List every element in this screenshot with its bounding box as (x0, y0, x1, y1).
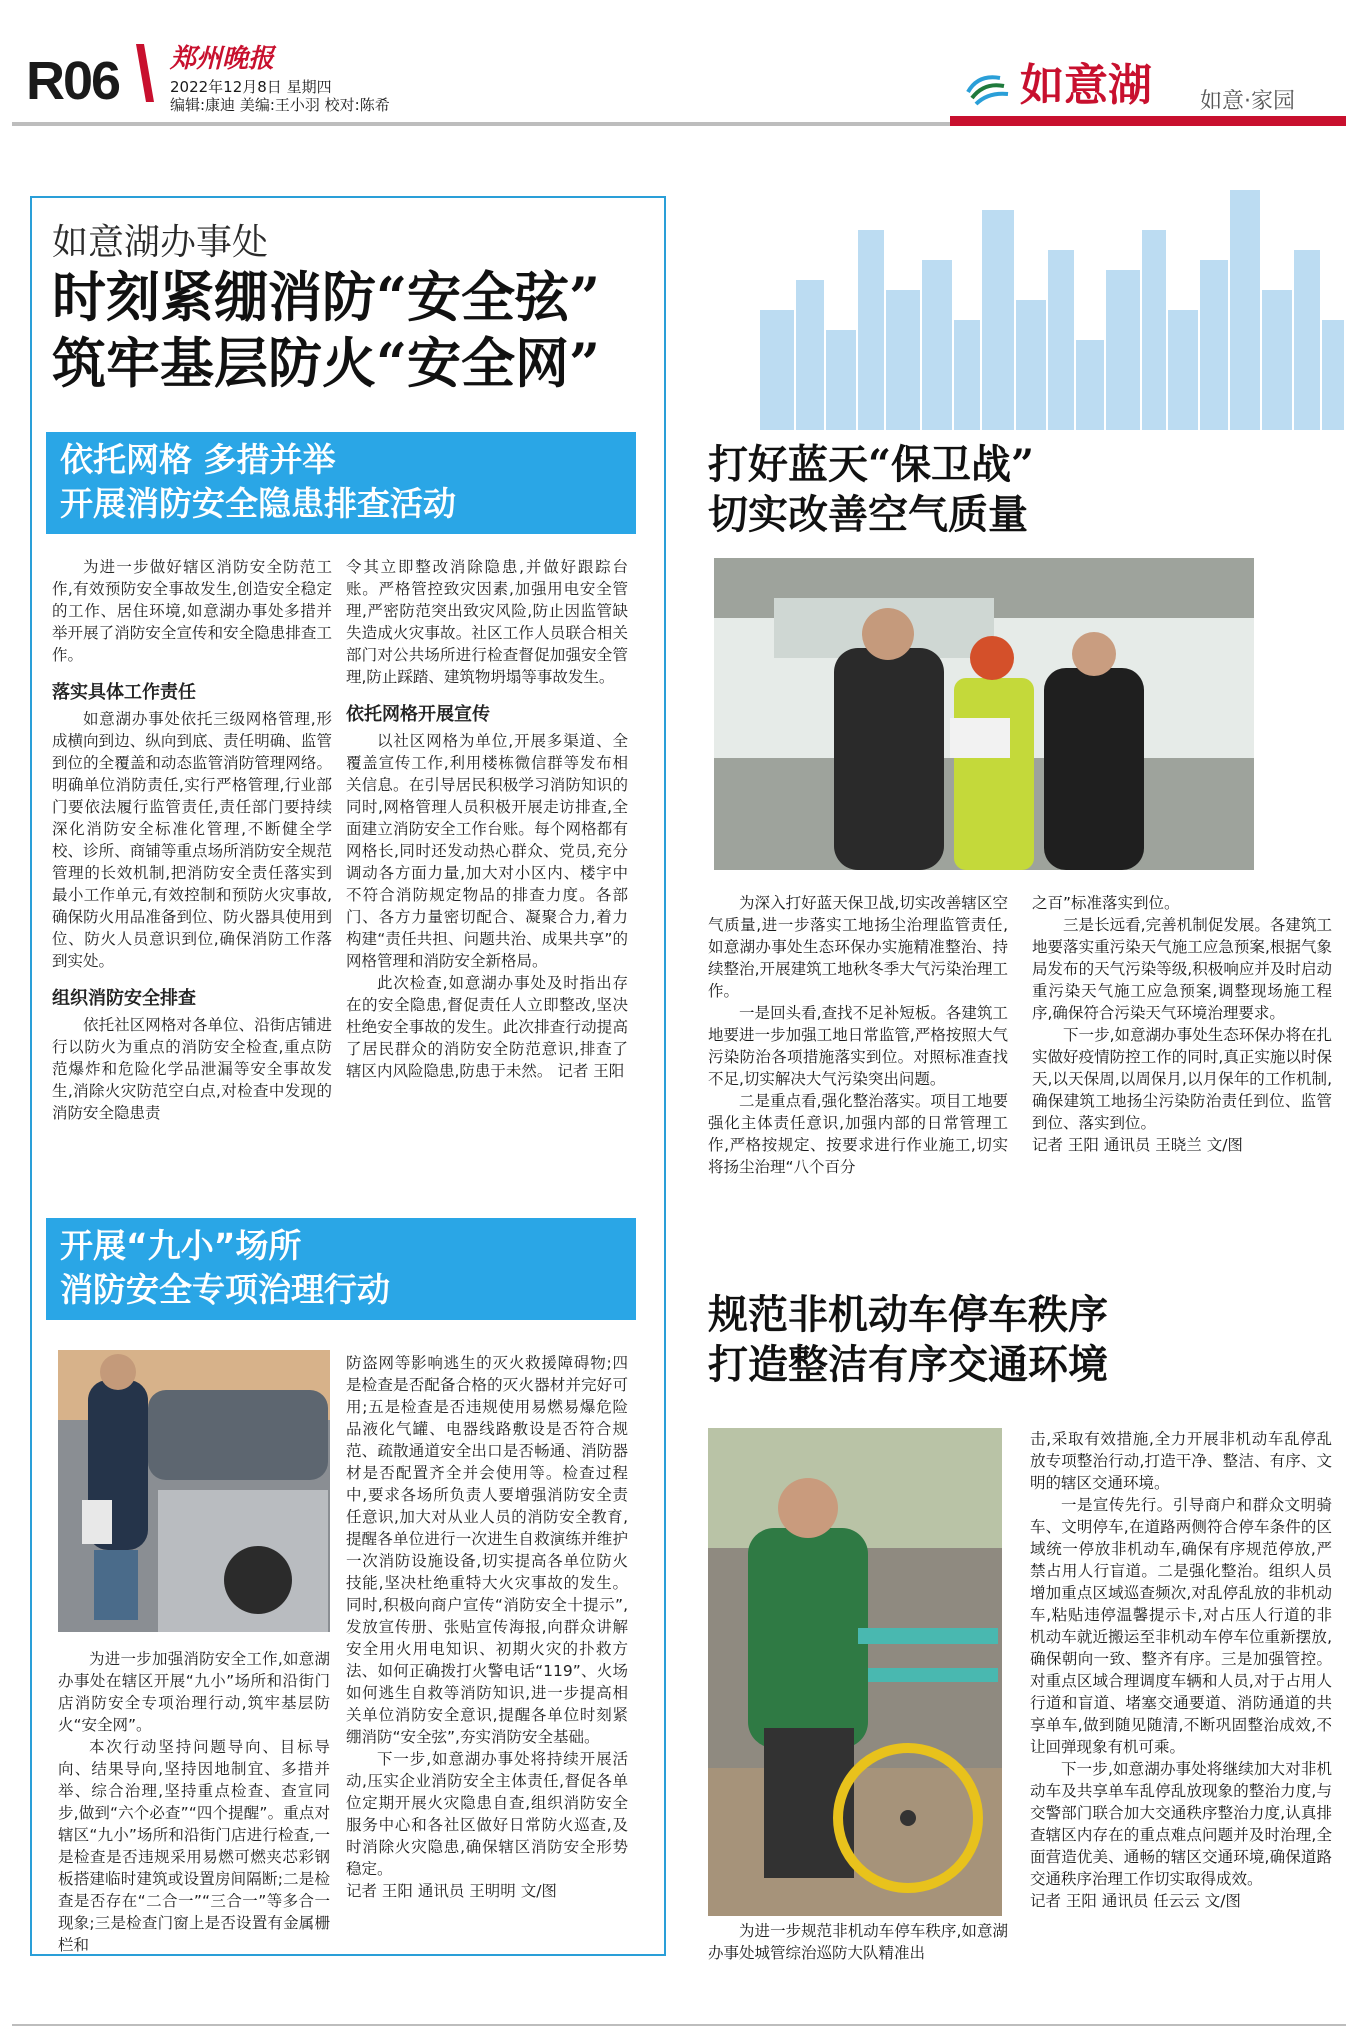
footer-divider (12, 2024, 1346, 2026)
article1-para-3: 以社区网格为单位,开展多渠道、全覆盖宣传工作,利用楼栋微信群等发布相关信息。在引导居民积极学习消防知识的同时,网格管理人员积极开展走访排查,全面建立消防安全工作台账。每个网格都有网格长,同时还发动热心群众、党员,充分调动各方面力量,加大对小区内、楼宇中不符合消防规定物品的排查力度。各部门、各方力量密切配合、凝聚合力,着力构建“责任共担、问题共治、成果共享”的网格管理和消防安全新格局。 (346, 732, 628, 970)
page-number: R06 (26, 51, 120, 111)
article3-byline: 记者 王阳 通讯员 王晓兰 文/图 (1032, 1136, 1243, 1154)
article2-para-2: 本次行动坚持问题导向、目标导向、结果导向,坚持因地制宜、多措并举、综合治理,坚持重点检查、查宣同步,做到“六个必查”“四个提醒”。重点对辖区“九小”场所和沿街门店进行检查,一是检查是否违规采用易燃可燃夹芯彩钢板搭建临时建筑或设置房间隔断;二是检查是否存在“二合一”“三合一”等多合一现象;三是检查门窗上是否设置有金属栅栏和 (58, 1738, 330, 1954)
article4-headline (708, 1290, 1328, 1390)
article3-title-1: 打好蓝天“保卫战” (708, 441, 1035, 488)
article2-para-4: 下一步,如意湖办事处将持续开展活动,压实企业消防安全主体责任,督促各单位定期开展火灾隐患自查,组织消防安全服务中心和各社区做好日常防火巡查,及时消除火灾隐患,确保辖区消防安全形势稳定。 (346, 1750, 628, 1878)
article1-para-2-cont: 令其立即整改消除隐患,并做好跟踪台账。严格管控致灾因素,加强用电安全管理,严密防范突出致灾风险,防止因监管缺失造成火灾事故。社区工作人员联合相关部门对公共场所进行检查督促加强安全管理,防止踩踏、建筑物坍塌等事故发生。 (346, 558, 628, 686)
article4-para-1: 击,采取有效措施,全力开展非机动车乱停乱放专项整治行动,打造干净、整洁、有序、文明的辖区交通环境。 (1030, 1430, 1332, 1492)
article3-title-2: 切实改善空气质量 (708, 491, 1028, 538)
article4-para-2: 一是宣传先行。引导商户和群众文明骑车、文明停车,在道路两侧符合停车条件的区域统一停放非机动车,确保有序规范停放,严禁占用人行盲道。二是强化整治。组织人员增加重点区域巡查频次,对乱停乱放的非机动车,粘贴违停温馨提示卡,对占压人行道的非机动车就近搬运至非机动车停车位重新摆放,确保朝向一致、整齐有序。三是加强管控。对重点区域合理调度车辆和人员,对于占用人行道和盲道、堵塞交通要道、消防通道的共享单车,做到随见随清,不断巩固整治成效,不让回弹现象有机可乘。 (1030, 1496, 1332, 1756)
feature-headline (52, 264, 600, 396)
article1-bar-line-1: 依托网格 多措并举 (60, 440, 336, 479)
article3-col-2 (1032, 892, 1332, 1156)
article4-caption (708, 1920, 1008, 1964)
article4-title-2: 打造整洁有序交通环境 (708, 1341, 1108, 1388)
article3-para-4: 三是长远看,完善机制促发展。各建筑工地要落实重污染天气施工应急预案,根据气象局发布的天气污染等级,积极响应并及时启动重污染天气施工应急预案,调整现场施工程序,确保符合污染天气环境治理要求。 (1032, 916, 1332, 1022)
article1-byline: 记者 王阳 (557, 1062, 625, 1080)
article2-bar-line-2: 消防安全专项治理行动 (60, 1270, 390, 1309)
section-subtitle: 如意·家园 (1200, 89, 1295, 114)
city-skyline-illustration (760, 190, 1344, 430)
article2-bar (46, 1218, 636, 1320)
article3-headline (708, 440, 1328, 540)
article3-col-1 (708, 892, 1008, 1178)
article1-para-4 (346, 972, 628, 1082)
headline-line-1: 时刻紧绷消防“安全弦” (52, 265, 601, 329)
article1-col-1 (52, 556, 332, 1124)
article2-photo (58, 1350, 330, 1632)
section-red-bar (950, 116, 1346, 126)
article3-para-1: 为深入打好蓝天保卫战,切实改善辖区空气质量,进一步落实工地扬尘治理监管责任,如意湖办事处生态环保办实施精准整治、持续整治,开展建筑工地秋冬季大气污染治理工作。 (708, 894, 1008, 1000)
article1-bar-line-2: 开展消防安全隐患排查活动 (60, 484, 456, 523)
article1-subhead-1: 落实具体工作责任 (52, 682, 196, 703)
article4-caption-text: 为进一步规范非机动车停车秩序,如意湖办事处城管综治巡防大队精准出 (708, 1922, 1008, 1962)
section-title: 如意湖 (1020, 60, 1152, 111)
article4-col-2 (1030, 1428, 1332, 1912)
staff-credits: 编辑:康迪 美编:王小羽 校对:陈希 (170, 96, 390, 114)
article1-para-2: 依托社区网格对各单位、沿街店铺进行以防火为重点的消防安全检查,重点防范爆炸和危险化学品泄漏等安全事故发生,消除火灾防范空白点,对检查中发现的消防安全隐患责 (52, 1016, 332, 1122)
feature-kicker: 如意湖办事处 (52, 222, 269, 263)
article2-bar-line-1: 开展“九小”场所 (60, 1226, 302, 1265)
article1-col-2 (346, 556, 628, 1082)
article2-byline: 记者 王阳 通讯员 王明明 文/图 (346, 1882, 557, 1900)
article1-subhead-3: 依托网格开展宣传 (346, 704, 490, 725)
headline-line-2: 筑牢基层防火“安全网” (52, 331, 601, 395)
article4-byline: 记者 王阳 通讯员 任云云 文/图 (1030, 1892, 1241, 1910)
article1-intro: 为进一步做好辖区消防安全防范工作,有效预防安全事故发生,创造安全稳定的工作、居住环境,如意湖办事处多措并举开展了消防安全宣传和安全隐患排查工作。 (52, 558, 332, 664)
article1-bar (46, 432, 636, 534)
article1-para-1: 如意湖办事处依托三级网格管理,形成横向到边、纵向到底、责任明确、监管到位的全覆盖和动态监管消防管理网络。明确单位消防责任,实行严格管理,行业部门要依法履行监管责任,责任部门要持续深化消防安全标准化管理,不断健全学校、诊所、商铺等重点场所消防安全规范管理的长效机制,把消防安全责任落实到最小工作单元,有效控制和预防火灾事故,确保防火用品准备到位、防火器具使用到位、防火人员意识到位,确保消防工作落到实处。 (52, 710, 332, 970)
red-slash-icon (132, 44, 158, 102)
article2-col-2 (346, 1352, 628, 1902)
ruyi-lake-logo-icon (964, 70, 1010, 110)
article2-para-1: 为进一步加强消防安全工作,如意湖办事处在辖区开展“九小”场所和沿街门店消防安全专项治理行动,筑牢基层防火“安全网”。 (58, 1650, 330, 1734)
article1-para-4-text: 此次检查,如意湖办事处及时指出存在的安全隐患,督促责任人立即整改,坚决杜绝安全事故的发生。此次排查行动提高了居民群众的消防安全防范意识,排查了辖区内风险隐患,防患于未然。 (346, 974, 628, 1080)
article4-title-1: 规范非机动车停车秩序 (708, 1291, 1108, 1338)
issue-date: 2022年12月8日 星期四 (170, 78, 332, 96)
article3-para-5: 下一步,如意湖办事处生态环保办将在扎实做好疫情防控工作的同时,真正实施以时保天,以天保周,以周保月,以月保年的工作机制,确保建筑工地扬尘污染防治责任到位、监管到位、落实到位。 (1032, 1026, 1332, 1132)
masthead-logo: 郑州晚报 (170, 44, 275, 74)
article1-subhead-2: 组织消防安全排查 (52, 988, 196, 1009)
article2-col-1 (58, 1648, 330, 1956)
article3-para-3-cont: 之百”标准落实到位。 (1032, 894, 1180, 912)
article3-para-2: 一是回头看,查找不足补短板。各建筑工地要进一步加强工地日常监管,严格按照大气污染防治各项措施落实到位。对照标准查找不足,切实解决大气污染突出问题。 (708, 1004, 1008, 1088)
article4-photo (708, 1428, 1002, 1916)
article3-photo (714, 558, 1254, 870)
article3-para-3: 二是重点看,强化整治落实。项目工地要强化主体责任意识,加强内部的日常管理工作,严格按规定、按要求进行作业施工,切实将扬尘治理“八个百分 (708, 1092, 1008, 1176)
article2-para-3: 防盗网等影响逃生的灭火救援障碍物;四是检查是否配备合格的灭火器材并完好可用;五是检查是否违规使用易燃易爆危险品液化气罐、电器线路敷设是否符合规范、疏散通道安全出口是否畅通、消防器材是否配置齐全并会使用等。检查过程中,要求各场所负责人要增强消防安全责任意识,加大对从业人员的消防安全教育,提醒各单位进行一次进生自救演练并维护一次消防设施设备,切实提高各单位防火技能,坚决杜绝重特大火灾事故的发生。同时,积极向商户宣传“消防安全十提示”,发放宣传册、张贴宣传海报,向群众讲解安全用火用电知识、初期火灾的扑救方法、如何正确拨打火警电话“119”、火场如何逃生自救等消防知识,进一步提高相关单位消防安全意识,提醒各单位时刻紧绷消防“安全弦”,夯实消防安全基础。 (346, 1354, 628, 1746)
article4-para-3: 下一步,如意湖办事处将继续加大对非机动车及共享单车乱停乱放现象的整治力度,与交警部门联合加大交通秩序整治力度,认真排查辖区内存在的重点难点问题并及时治理,全面营造优美、通畅的辖区交通环境,确保道路交通秩序治理工作切实取得成效。 (1030, 1760, 1332, 1888)
